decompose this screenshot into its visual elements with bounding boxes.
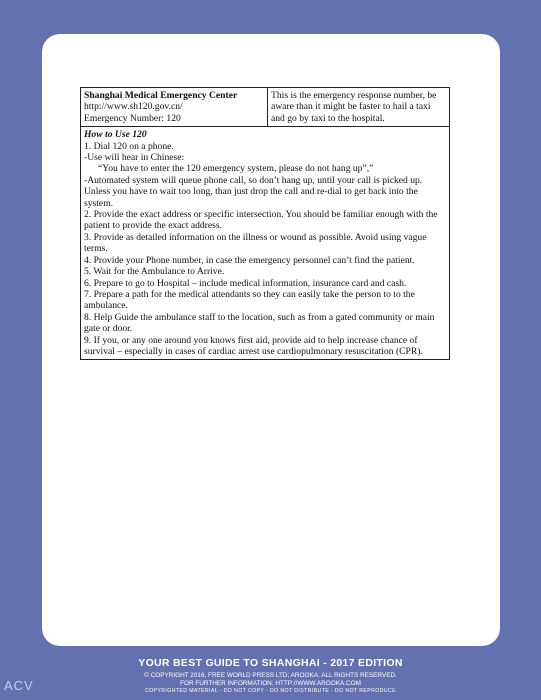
footer-copyright-line: © COPYRIGHT 2016, FREE WORLD PRESS LTD; AROOKA. ALL RIGHTS RESERVED.: [144, 672, 397, 679]
howto-line: 3. Provide as detailed information on the illness or wound as possible. Avoid using vague terms.: [84, 231, 427, 255]
footer-info-line: FOR FURTHER INFORMATION: HTTP://WWW.AROOKA.COM: [180, 679, 361, 687]
center-url: http://www.sh120.gov.cn/: [84, 101, 183, 113]
note-text: This is the emergency response number, be aware than it might be faster to hail a taxi and go by taxi to the hospital.: [271, 90, 437, 124]
howto-line: 9. If you, or any one around you knows first aid, provide aid to help increase chance of survival – especially in cases of cardiac arrest use cardiopulmonary resuscitation (CPR).: [84, 334, 423, 357]
contact-cell: [81, 88, 268, 127]
howto-line: 7. Prepare a path for the medical attendants so they can easily take the person to to the ambulance.: [84, 288, 415, 312]
howto-line: 2. Provide the exact address or specific intersection. You should be familiar enough with the patient to provide the exact address.: [84, 209, 438, 232]
howto-line: 1. Dial 120 on a phone.: [84, 140, 174, 152]
footer-title: YOUR BEST GUIDE TO SHANGHAI - 2017 EDITION: [138, 657, 403, 669]
corner-mark: ACV: [4, 678, 34, 693]
emergency-number: Emergency Number: 120: [84, 112, 181, 124]
footer-warning: COPYRIGHTED MATERIAL - DO NOT COPY - DO NOT DISTRIBUTE - DO NOT REPRODUCE: [144, 688, 397, 694]
howto-line: “You have to enter the 120 emergency system, please do not hang up”,”: [98, 163, 374, 175]
center-name: Shanghai Medical Emergency Center: [84, 90, 238, 101]
howto-line: 8. Help Guide the ambulance staff to the location, such as from a gated community or main gate or door.: [84, 311, 435, 335]
howto-line: 5. Wait for the Ambulance to Arrive.: [84, 266, 225, 278]
howto-line: 6. Prepare to go to Hospital – include medical information, insurance card and cash.: [84, 277, 407, 289]
howto-line: 4. Provide your Phone number, in case the emergency personnel can’t find the patient.: [84, 254, 415, 266]
contact-row: [81, 88, 450, 127]
howto-line: -Use will hear in Chinese:: [84, 152, 185, 164]
howto-cell: [81, 127, 450, 360]
howto-row: [81, 127, 450, 360]
footer-copyright: [0, 672, 541, 687]
howto-title: How to Use 120: [84, 129, 147, 141]
howto-line: -Automated system will queue phone call, so don’t hang up, until your call is picked up. Unless you have to wait too long, than just drop the call and re-dial to get back into the system.: [84, 174, 423, 209]
emergency-info-table: [80, 87, 450, 360]
document-page: [42, 34, 500, 646]
note-cell: [268, 88, 450, 127]
